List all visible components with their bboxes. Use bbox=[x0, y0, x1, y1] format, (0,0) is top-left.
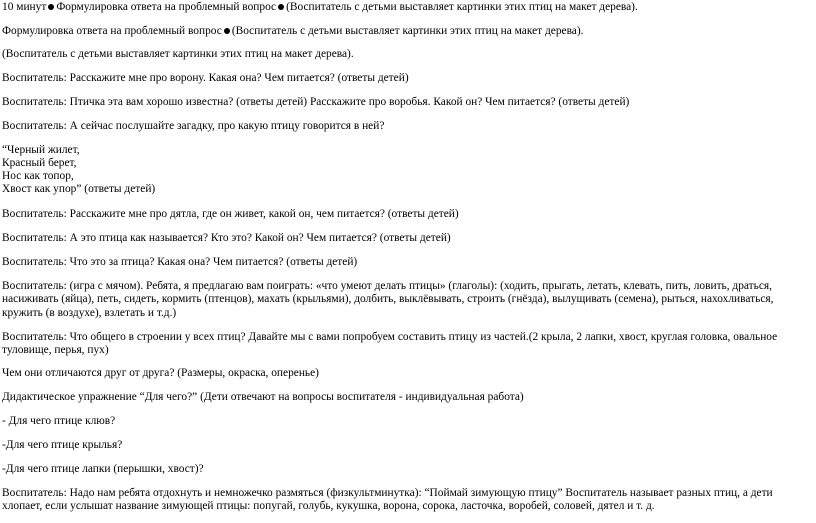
heading-text: Формулировка ответа на проблемный вопрос bbox=[2, 25, 222, 37]
paragraph-7: Воспитатель: Расскажите мне про дятла, где он живет, какой он, чем питается? (ответы детей) bbox=[2, 208, 459, 220]
remark-text: (Воспитатель с детьми выставляет картинки этих птиц на макет дерева). bbox=[231, 25, 584, 37]
question-1: - Для чего птице клюв? bbox=[2, 415, 116, 427]
paragraph-6: Воспитатель: А сейчас послушайте загадку, про какую птицу говорится в ней? bbox=[2, 120, 385, 132]
paragraph-12: Чем они отличаются друг от друга? (Размеры, окраска, оперенье) bbox=[2, 367, 319, 379]
paragraph-3: (Воспитатель с детьми выставляет картинки этих птиц на макет дерева). bbox=[2, 48, 354, 60]
bullet-icon bbox=[224, 28, 230, 34]
paragraph-13: Дидактическое упражнение “Для чего?” (Дети отвечают на вопросы воспитателя - индивидуальная работа) bbox=[2, 391, 524, 403]
paragraph-10: Воспитатель: (игра с мячом). Ребята, я предлагаю вам поиграть: «что умеют делать птицы» (глаголы): (ходить, прыгать, летать, клевать, пить, ловить, драться, насиживать (яйца), петь, сидеть, кормить (птенцов), махать (крыльями), долбить, выклёвывать, строить (гнёзда), вылущивать (семена), рыться, нахохливаться, кружить (в воздухе), взлетать и т.д.) bbox=[2, 280, 774, 319]
paragraph-9: Воспитатель: Что это за птица? Какая она? Чем питается? (ответы детей) bbox=[2, 256, 358, 268]
paragraph-5: Воспитатель: Птичка эта вам хорошо известна? (ответы детей) Расскажите про воробья. Какой он? Чем питается? (ответы детей) bbox=[2, 96, 630, 108]
question-2: -Для чего птице крылья? bbox=[2, 439, 123, 451]
paragraph-8: Воспитатель: А это птица как называется? Кто это? Какой он? Чем питается? (ответы детей) bbox=[2, 232, 451, 244]
remark-text: (Воспитатель с детьми выставляет картинки этих птиц на макет дерева). bbox=[286, 1, 638, 13]
bullet-icon bbox=[48, 4, 54, 10]
question-3: -Для чего птице лапки (перышки, хвост)? bbox=[2, 463, 204, 475]
bullet-icon bbox=[278, 4, 284, 10]
poem-line-2: Красный берет, bbox=[2, 157, 77, 169]
poem-line-1: “Черный жилет, bbox=[2, 144, 80, 156]
poem-line-4: Хвост как упор” (ответы детей) bbox=[2, 183, 156, 195]
paragraph-1 bbox=[2, 1, 638, 14]
poem-line-3: Нос как топор, bbox=[2, 170, 74, 182]
duration-text: 10 минут bbox=[2, 1, 47, 13]
heading-text: Формулировка ответа на проблемный вопрос bbox=[56, 1, 277, 13]
paragraph-11: Воспитатель: Что общего в строении у всех птиц? Давайте мы с вами попробуем составить птицу из частей.(2 крыла, 2 лапки, хвост, круглая головка, овальное туловище, перья, пух) bbox=[2, 331, 778, 357]
paragraph-4: Воспитатель: Расскажите мне про ворону. Какая она? Чем питается? (ответы детей) bbox=[2, 72, 409, 84]
paragraph-17: Воспитатель: Надо нам ребята отдохнуть и немножечко размяться (физкультминутка): “Поймай зимующую птицу” Воспитатель называет разных птиц, а дети хлопает, если услышат название зимующей птицы: попугай, голубь, кукушка, ворона, сорока, ласточка, воробей, соловей, дятел и т. д. bbox=[2, 487, 773, 513]
paragraph-2 bbox=[2, 25, 584, 38]
